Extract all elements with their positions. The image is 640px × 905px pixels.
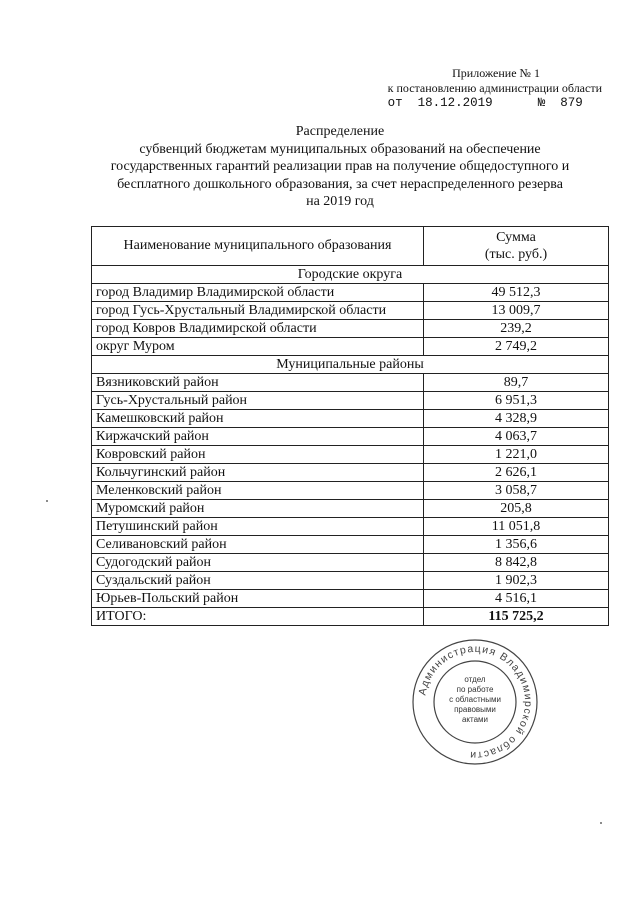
table-row (92, 338, 609, 356)
resolution-date-number (388, 96, 602, 111)
subsidy-amount: 11 051,8 (424, 518, 609, 536)
section-row (92, 266, 609, 284)
subsidy-amount: 2 626,1 (424, 464, 609, 482)
section-label: Муниципальные районы (92, 356, 609, 374)
official-stamp (410, 637, 540, 767)
stamp-ring-text: Администрация Владимирской области (416, 642, 535, 762)
table-row (92, 482, 609, 500)
subsidy-amount: 1 902,3 (424, 572, 609, 590)
subsidy-amount: 8 842,8 (424, 554, 609, 572)
table-row (92, 374, 609, 392)
total-row (92, 608, 609, 626)
scan-speck (46, 500, 48, 502)
municipality-name: город Гусь-Хрустальный Владимирской области (92, 302, 424, 320)
table-row (92, 500, 609, 518)
municipality-name: Меленковский район (92, 482, 424, 500)
title-line-1: Распределение (295, 124, 385, 139)
title-line-4: бесплатного дошкольного образования, за счет нераспределенного резерва (117, 176, 563, 192)
table-row (92, 302, 609, 320)
municipality-name: Камешковский район (92, 410, 424, 428)
subsidy-amount: 6 951,3 (424, 392, 609, 410)
subsidy-amount: 89,7 (424, 374, 609, 392)
table-row (92, 446, 609, 464)
resolution-reference: к постановлению администрации области (387, 81, 602, 95)
resolution-date: 18.12.2019 (417, 96, 493, 110)
municipality-name: город Ковров Владимирской области (92, 320, 424, 338)
column-header-sum (424, 227, 609, 266)
table-row (92, 410, 609, 428)
stamp-center-line-2: по работе (456, 685, 494, 694)
subsidy-amount: 4 328,9 (424, 410, 609, 428)
title-line-3: государственных гарантий реализации прав на получение общедоступного и (110, 159, 570, 174)
municipality-name: Ковровский район (92, 446, 424, 464)
subsidy-amount: 49 512,3 (424, 284, 609, 302)
table-row (92, 572, 609, 590)
table-header-row (92, 227, 609, 266)
resolution-number: 879 (560, 96, 583, 110)
subsidy-amount: 205,8 (424, 500, 609, 518)
municipality-name: Судогодский район (92, 554, 424, 572)
subsidy-amount: 13 009,7 (424, 302, 609, 320)
total-amount: 115 725,2 (424, 608, 609, 626)
subsidy-amount: 239,2 (424, 320, 609, 338)
municipality-name: Селивановский район (92, 536, 424, 554)
municipality-name: округ Муром (92, 338, 424, 356)
total-label: ИТОГО: (92, 608, 424, 626)
scan-speck (600, 822, 602, 824)
municipality-name: Петушинский район (92, 518, 424, 536)
document-header (388, 66, 602, 111)
table-row (92, 518, 609, 536)
column-header-name: Наименование муниципального образования (92, 227, 424, 266)
stamp-center-line-3: с областными (449, 695, 501, 704)
sum-header-line2: (тыс. руб.) (484, 247, 548, 262)
subsidy-amount: 1 221,0 (424, 446, 609, 464)
municipality-name: Гусь-Хрустальный район (92, 392, 424, 410)
section-label: Городские округа (92, 266, 609, 284)
subsidy-amount: 4 516,1 (424, 590, 609, 608)
table-row (92, 464, 609, 482)
stamp-center-line-4: правовыми (454, 705, 496, 714)
table-row (92, 536, 609, 554)
sum-header-line1: Сумма (496, 230, 536, 245)
municipality-name: Юрьев-Польский район (92, 590, 424, 608)
distribution-table (91, 226, 609, 626)
title-line-5: на 2019 год (306, 194, 374, 209)
subsidy-amount: 4 063,7 (424, 428, 609, 446)
number-prefix: № (537, 96, 546, 110)
date-prefix: от (387, 96, 403, 110)
appendix-label: Приложение № 1 (452, 66, 540, 80)
municipality-name: город Владимир Владимирской области (92, 284, 424, 302)
table-row (92, 590, 609, 608)
table-row (92, 320, 609, 338)
municipality-name: Киржачский район (92, 428, 424, 446)
municipality-name: Вязниковский район (92, 374, 424, 392)
table-row (92, 284, 609, 302)
subsidy-amount: 2 749,2 (424, 338, 609, 356)
stamp-center-line-5: актами (461, 715, 489, 724)
municipality-name: Кольчугинский район (92, 464, 424, 482)
table-row (92, 428, 609, 446)
subsidy-amount: 1 356,6 (424, 536, 609, 554)
municipality-name: Муромский район (92, 500, 424, 518)
table-row (92, 554, 609, 572)
table-row (92, 392, 609, 410)
subsidy-amount: 3 058,7 (424, 482, 609, 500)
document-title (60, 123, 620, 211)
title-line-2: субвенций бюджетам муниципальных образований на обеспечение (139, 141, 541, 157)
municipality-name: Суздальский район (92, 572, 424, 590)
section-row (92, 356, 609, 374)
stamp-center-line-1: отдел (464, 675, 486, 684)
